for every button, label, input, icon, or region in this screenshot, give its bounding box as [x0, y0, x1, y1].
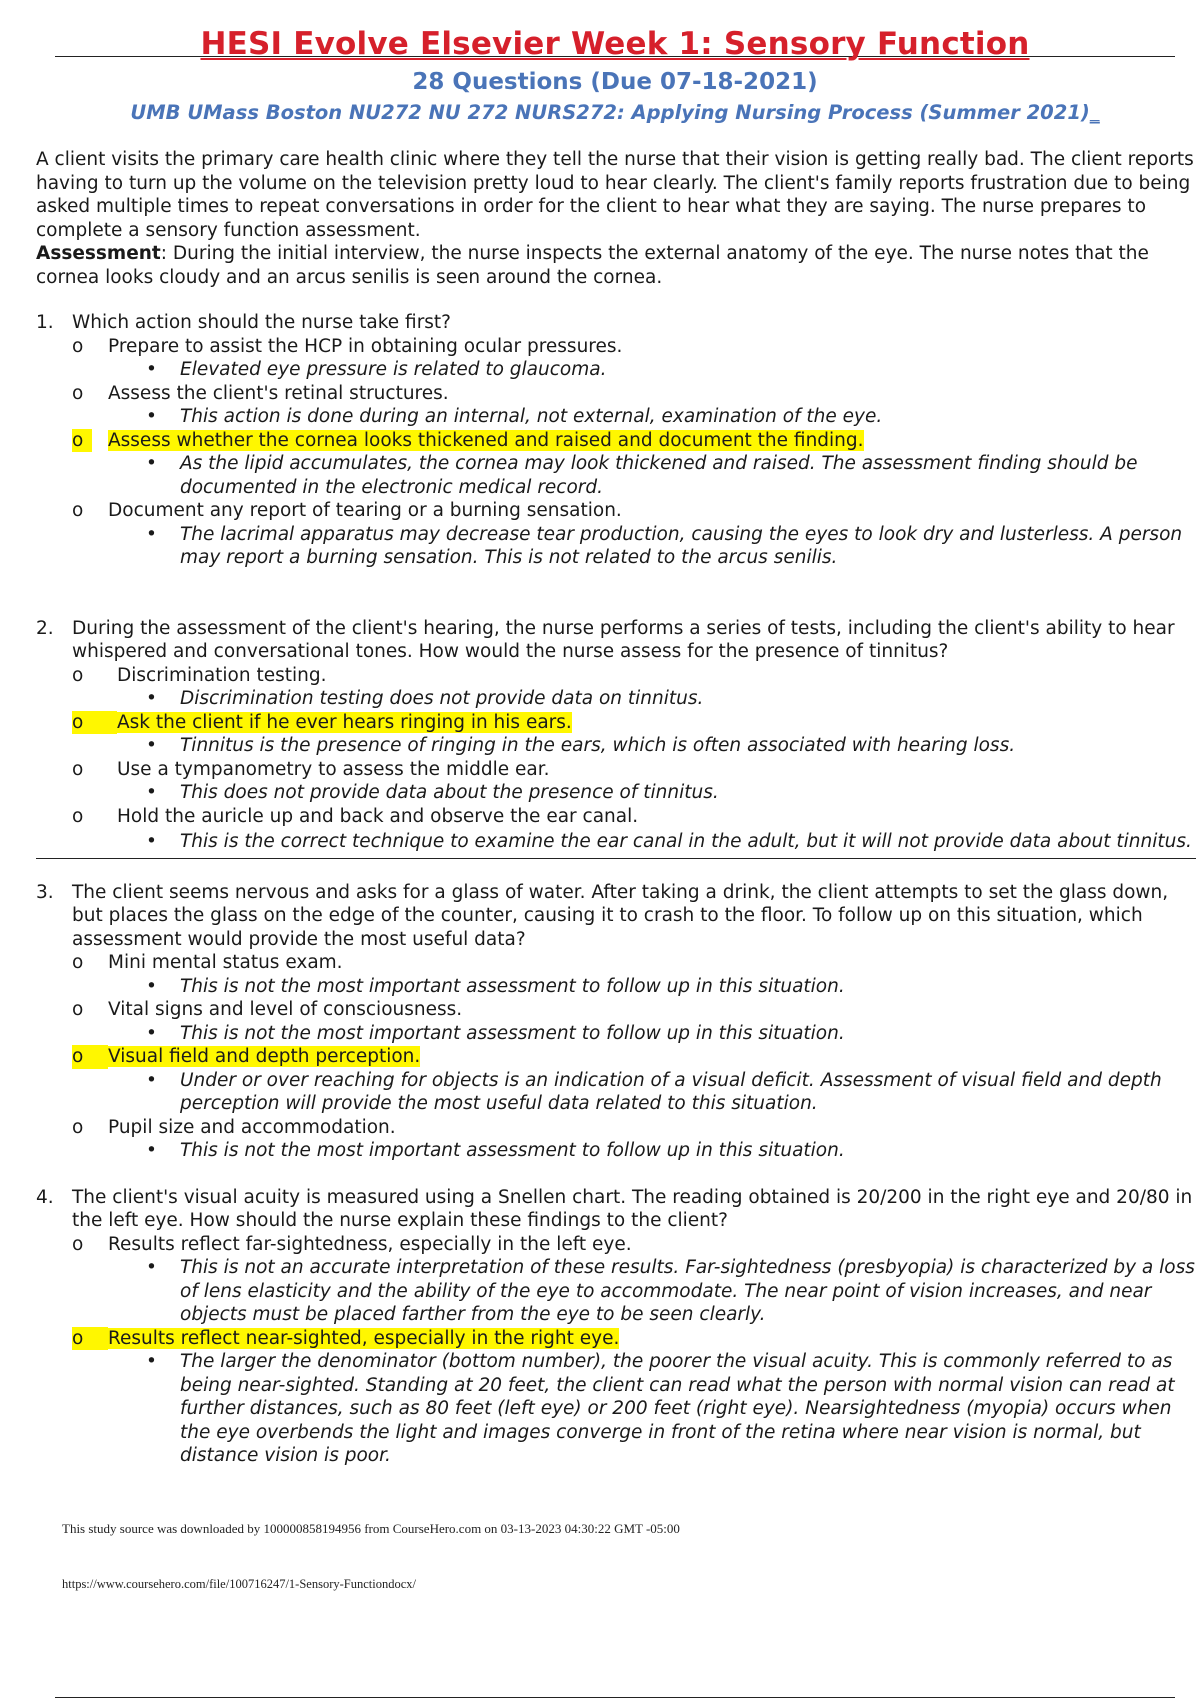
question-number: 3. [36, 881, 54, 903]
rationale-bullet: • [146, 453, 157, 474]
correct-answer-option [72, 1327, 1196, 1351]
source-url[interactable]: https://www.coursehero.com/file/100716247/1-Sensory-Functiondocx/ [62, 1577, 416, 1591]
option-text: Hold the auricle up and back and observe the ear canal. [117, 805, 639, 827]
option-rationale: • Discrimination testing does not provide data on tinnitus. [146, 688, 704, 709]
option-rationale: • Under or over reaching for objects is an indication of a visual deficit. Assessment of visual field and depth perception will provide the most useful data related to this situation. [146, 1069, 1162, 1114]
correct-answer-option [72, 1045, 1196, 1069]
rationale-bullet: • [146, 688, 157, 709]
option-text: Use a tympanometry to assess the middle ear. [117, 758, 550, 780]
option-text: Assess whether the cornea looks thickened and raised and document the finding. [108, 429, 864, 451]
question-3 [36, 881, 1196, 1163]
option-rationale: • This is not the most important assessment to follow up in this situation. [146, 1140, 845, 1161]
option-bullet: o [72, 335, 84, 357]
option-bullet: o [72, 805, 84, 827]
correct-answer-option [72, 711, 1196, 735]
answer-option [72, 335, 1196, 359]
correct-answer-option [72, 429, 1196, 453]
option-rationale: • This is not the most important assessment to follow up in this situation. [146, 1022, 845, 1044]
question-text: The client seems nervous and asks for a glass of water. After taking a drink, the client attempts to set the glass down, but places the glass on the edge of the counter, causing it to crash to the floor. To follow up on this situation, which assessment would provide the most useful data? [72, 881, 1169, 950]
option-text: Assess the client's retinal structures. [108, 382, 449, 404]
assessment-label: Assessment [36, 243, 161, 264]
option-rationale: • As the lipid accumulates, the cornea may look thickened and raised. The assessment finding should be documented in the electronic medical record. [146, 453, 1138, 498]
question-text: Which action should the nurse take first? [72, 312, 452, 333]
option-bullet: o [72, 1327, 108, 1351]
option-text: Ask the client if he ever hears ringing in his ears. [117, 711, 572, 733]
option-text: Prepare to assist the HCP in obtaining ocular pressures. [108, 335, 623, 357]
question-number: 4. [36, 1186, 54, 1208]
option-bullet: o [72, 952, 84, 973]
option-bullet: o [72, 758, 84, 780]
answer-option [72, 664, 1196, 688]
rationale-bullet: • [146, 782, 157, 803]
answer-option [72, 499, 1196, 523]
rationale-bullet: • [146, 523, 157, 545]
rationale-bullet: • [146, 1351, 157, 1372]
option-rationale: • The lacrimal apparatus may decrease tear production, causing the eyes to look dry and lusterless. A person may report a burning sensation. This is not related to the arcus senilis. [146, 523, 1183, 568]
option-text: Visual field and depth perception. [108, 1046, 421, 1067]
option-rationale: • The larger the denominator (bottom number), the poorer the visual acuity. This is commonly referred to as being near-sighted. Standing at 20 feet, the client can read what the person with normal vision can read at further distances, such as 80 feet (left eye) or 200 feet (right eye). Nearsightedness (myopia) occurs when the eye overbends the light and images converge in front of the retina where near vision is normal, but distance vision is poor. [146, 1351, 1175, 1466]
option-bullet: o [72, 1045, 108, 1069]
option-bullet: o [72, 999, 84, 1020]
option-bullet: o [72, 382, 84, 404]
download-note: This study source was downloaded by 100000858194956 from CourseHero.com on 03-13-2023 04:30:22 GMT -05:00 [62, 1521, 680, 1536]
option-rationale: • This is the correct technique to examine the ear canal in the adult, but it will not provide data about tinnitus. [146, 831, 1192, 852]
option-text: Results reflect near-sighted, especially in the right eye. [108, 1327, 620, 1349]
option-text: Pupil size and accommodation. [108, 1116, 396, 1138]
course-name: UMB UMass Boston NU272 NU 272 NURS272: Applying Nursing Process (Summer 2021) [130, 101, 1090, 124]
course-trailer: _ [1089, 101, 1100, 124]
option-text: Vital signs and level of consciousness. [108, 999, 463, 1020]
option-bullet: o [72, 1233, 84, 1255]
rationale-bullet: • [146, 406, 157, 427]
assessment-text: : During the initial interview, the nurse inspects the external anatomy of the eye. The nurse notes that the cornea looks cloudy and an arcus senilis is seen around the cornea. [36, 243, 1149, 288]
question-text: The client's visual acuity is measured using a Snellen chart. The reading obtained is 20/200 in the right eye and 20/80 in the left eye. How should the nurse explain these findings to the client? [72, 1186, 1193, 1231]
question-number: 1. [36, 312, 54, 333]
question-2 [36, 617, 1196, 854]
course-line [0, 101, 1200, 125]
option-bullet: o [72, 1116, 84, 1138]
section-divider [36, 858, 1196, 859]
rationale-bullet: • [146, 1140, 157, 1161]
option-rationale: • Tinnitus is the presence of ringing in the ears, which is often associated with hearing loss. [146, 735, 1016, 756]
option-rationale: • Elevated eye pressure is related to glaucoma. [146, 359, 607, 380]
option-bullet: o [72, 711, 117, 735]
scenario-paragraph: A client visits the primary care health clinic where they tell the nurse that their vision is getting really bad. The client reports having to turn up the volume on the television pretty loud to hear clearly. The client's family reports frustration due to being asked multiple times to repeat conversations in order for the client to hear what they are saying. The nurse prepares to complete a sensory function assessment. [36, 149, 1194, 241]
document-title: HESI Evolve Elsevier Week 1: Sensory Function [200, 26, 1030, 62]
document-body [36, 148, 1196, 1468]
rationale-bullet: • [146, 831, 157, 852]
option-text: Document any report of tearing or a burning sensation. [108, 500, 622, 521]
rationale-bullet: • [146, 735, 157, 756]
question-1 [36, 311, 1196, 570]
option-bullet: o [72, 429, 92, 453]
answer-option [72, 951, 1196, 975]
answer-option [72, 1116, 1196, 1140]
option-bullet: o [72, 500, 84, 521]
question-4 [36, 1186, 1196, 1468]
rationale-bullet: • [146, 1257, 157, 1278]
option-text: Results reflect far-sightedness, especially in the left eye. [108, 1233, 632, 1255]
answer-option [72, 998, 1196, 1022]
rationale-bullet: • [146, 359, 157, 380]
option-rationale: • This action is done during an internal, not external, examination of the eye. [146, 406, 883, 427]
option-rationale: • This does not provide data about the presence of tinnitus. [146, 782, 719, 803]
question-text: During the assessment of the client's hearing, the nurse performs a series of tests, including the client's ability to hear whispered and conversational tones. How would the nurse assess for the presence of tinnitus? [72, 617, 1175, 662]
bottom-rule [55, 1697, 1175, 1698]
rationale-bullet: • [146, 1069, 157, 1091]
answer-option [72, 805, 1196, 829]
answer-option [72, 758, 1196, 782]
rationale-bullet: • [146, 975, 157, 997]
answer-option [72, 1233, 1196, 1257]
assessment-paragraph [36, 242, 1196, 289]
document-subtitle: 28 Questions (Due 07-18-2021) [412, 69, 818, 95]
option-text: Mini mental status exam. [108, 952, 343, 973]
rationale-bullet: • [146, 1022, 157, 1044]
answer-option [72, 382, 1196, 406]
option-rationale: • This is not the most important assessment to follow up in this situation. [146, 975, 845, 997]
option-bullet: o [72, 664, 84, 686]
option-text: Discrimination testing. [117, 664, 327, 686]
question-number: 2. [36, 617, 54, 639]
option-rationale: • This is not an accurate interpretation of these results. Far-sightedness (presbyopia) is characterized by a loss of lens elasticity and the ability of the eye to accommodate. The near point of vision increases, and near objects must be placed farther from the eye to be seen clearly. [146, 1257, 1195, 1325]
